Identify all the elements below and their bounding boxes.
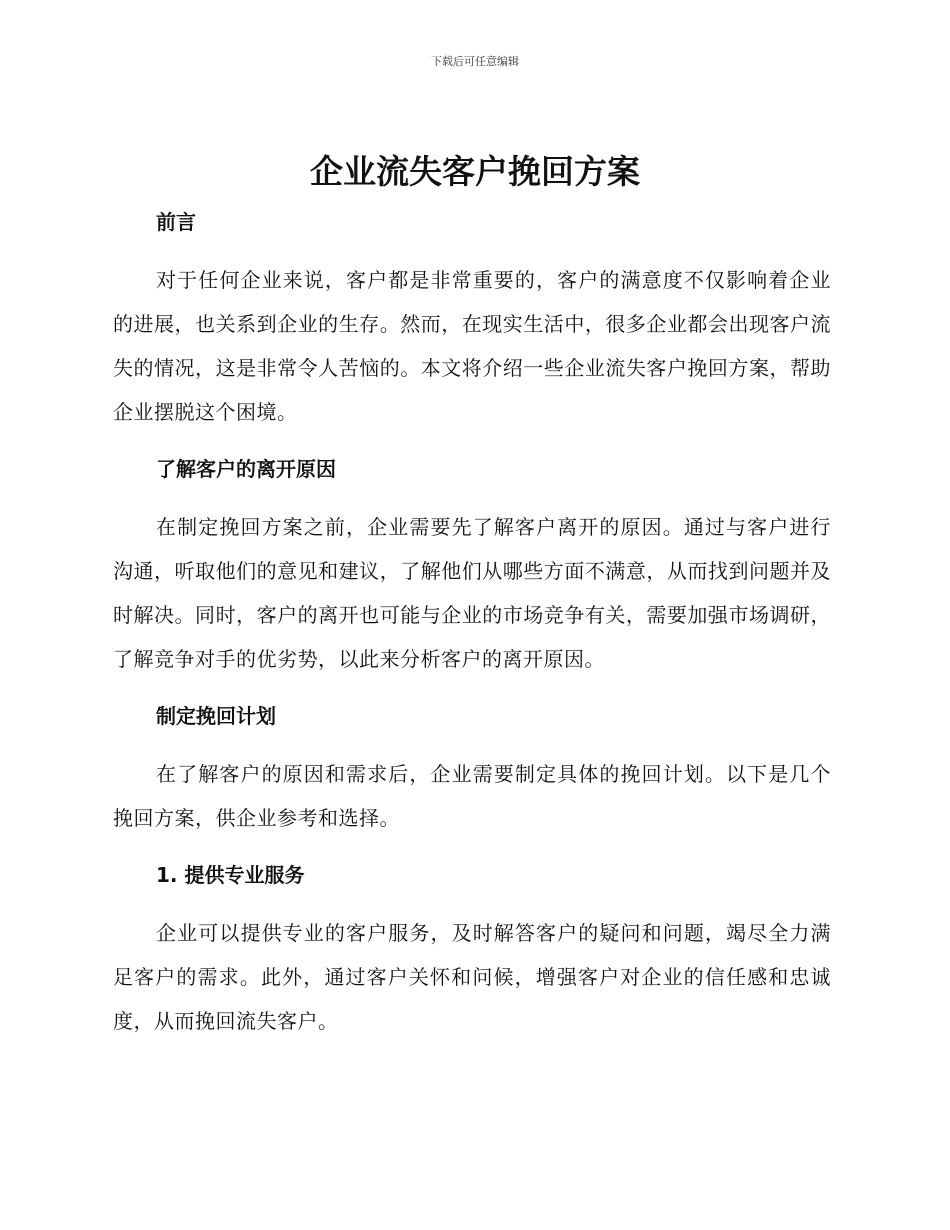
section-paragraph: 企业可以提供专业的客户服务，及时解答客户的疑问和问题，竭尽全力满足客户的需求。此外，通过客户关怀和问候，增强客户对企业的信任感和忠诚度，从而挽回流失客户。 [113,921,831,1033]
section-heading: 制定挽回计划 [156,704,276,728]
page-header-note: 下载后可任意编辑 [431,55,519,68]
section-paragraph: 对于任何企业来说，客户都是非常重要的，客户的满意度不仅影响着企业的进展，也关系到企业的生存。然而，在现实生活中，很多企业都会出现客户流失的情况，这是非常令人苦恼的。本文将介绍一些企业流失客户挽回方案，帮助企业摆脱这个困境。 [113,268,831,424]
document-title: 企业流失客户挽回方案 [310,152,640,191]
section-paragraph: 在制定挽回方案之前，企业需要先了解客户离开的原因。通过与客户进行沟通，听取他们的意见和建议，了解他们从哪些方面不满意，从而找到问题并及时解决。同时，客户的离开也可能与企业的市场竞争有关，需要加强市场调研，了解竞争对手的优劣势，以此来分析客户的离开原因。 [113,515,831,671]
section-heading: 1. 提供专业服务 [156,863,305,887]
section-paragraph: 在了解客户的原因和需求后，企业需要制定具体的挽回计划。以下是几个挽回方案，供企业参考和选择。 [113,762,831,830]
section-heading: 前言 [156,210,196,234]
section-professional-service [113,860,831,1043]
section-plan [113,701,831,840]
document-body [113,201,831,1063]
section-reasons [113,454,831,681]
section-preface [113,207,831,434]
section-heading: 了解客户的离开原因 [156,457,336,481]
